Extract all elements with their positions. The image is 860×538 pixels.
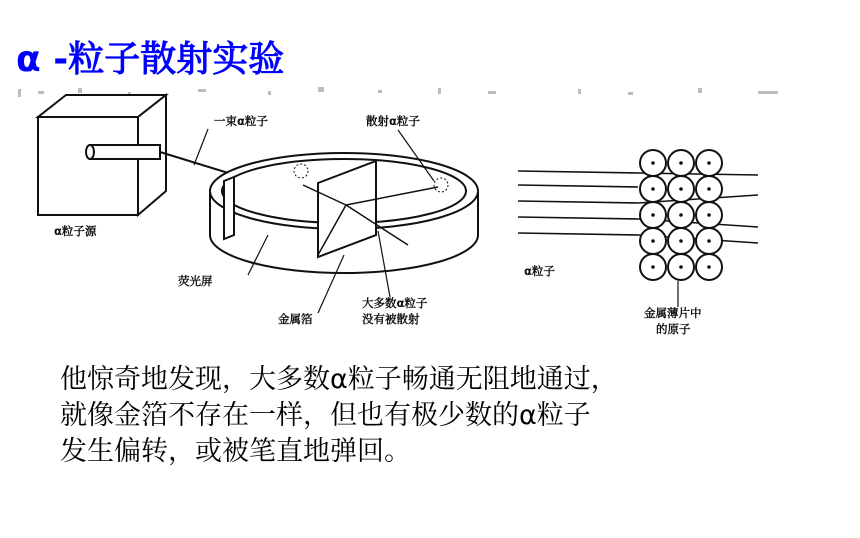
label-beam: 一束α粒子: [214, 114, 268, 128]
explanation-line-2: 就像金箔不存在一样，但也有极少数的α粒子: [60, 400, 591, 431]
incoming-rays: [518, 171, 758, 243]
explanation-line-3: 发生偏转，或被笔直地弹回。: [60, 436, 411, 467]
label-foil: 金属箔: [278, 312, 313, 326]
label-screen: 荧光屏: [178, 274, 213, 288]
slide-title: α -粒子散射实验: [16, 39, 285, 80]
explanation-line-1: 他惊奇地发现，大多数α粒子畅通无阻地通过，: [60, 364, 618, 395]
label-most-2: 没有被散射: [362, 312, 420, 326]
explanation-paragraph: [60, 362, 820, 470]
scattering-experiment-figure: [18, 85, 790, 345]
label-atoms-2: 的原子: [656, 322, 691, 336]
label-source: α粒子源: [54, 224, 97, 238]
label-scattered: 散射α粒子: [366, 114, 420, 128]
label-alpha: α粒子: [524, 264, 555, 278]
label-atoms-1: 金属薄片中: [644, 306, 702, 320]
label-most-1: 大多数α粒子: [362, 296, 428, 310]
slit-panel: [224, 177, 234, 239]
collimator-tube: [86, 145, 160, 159]
